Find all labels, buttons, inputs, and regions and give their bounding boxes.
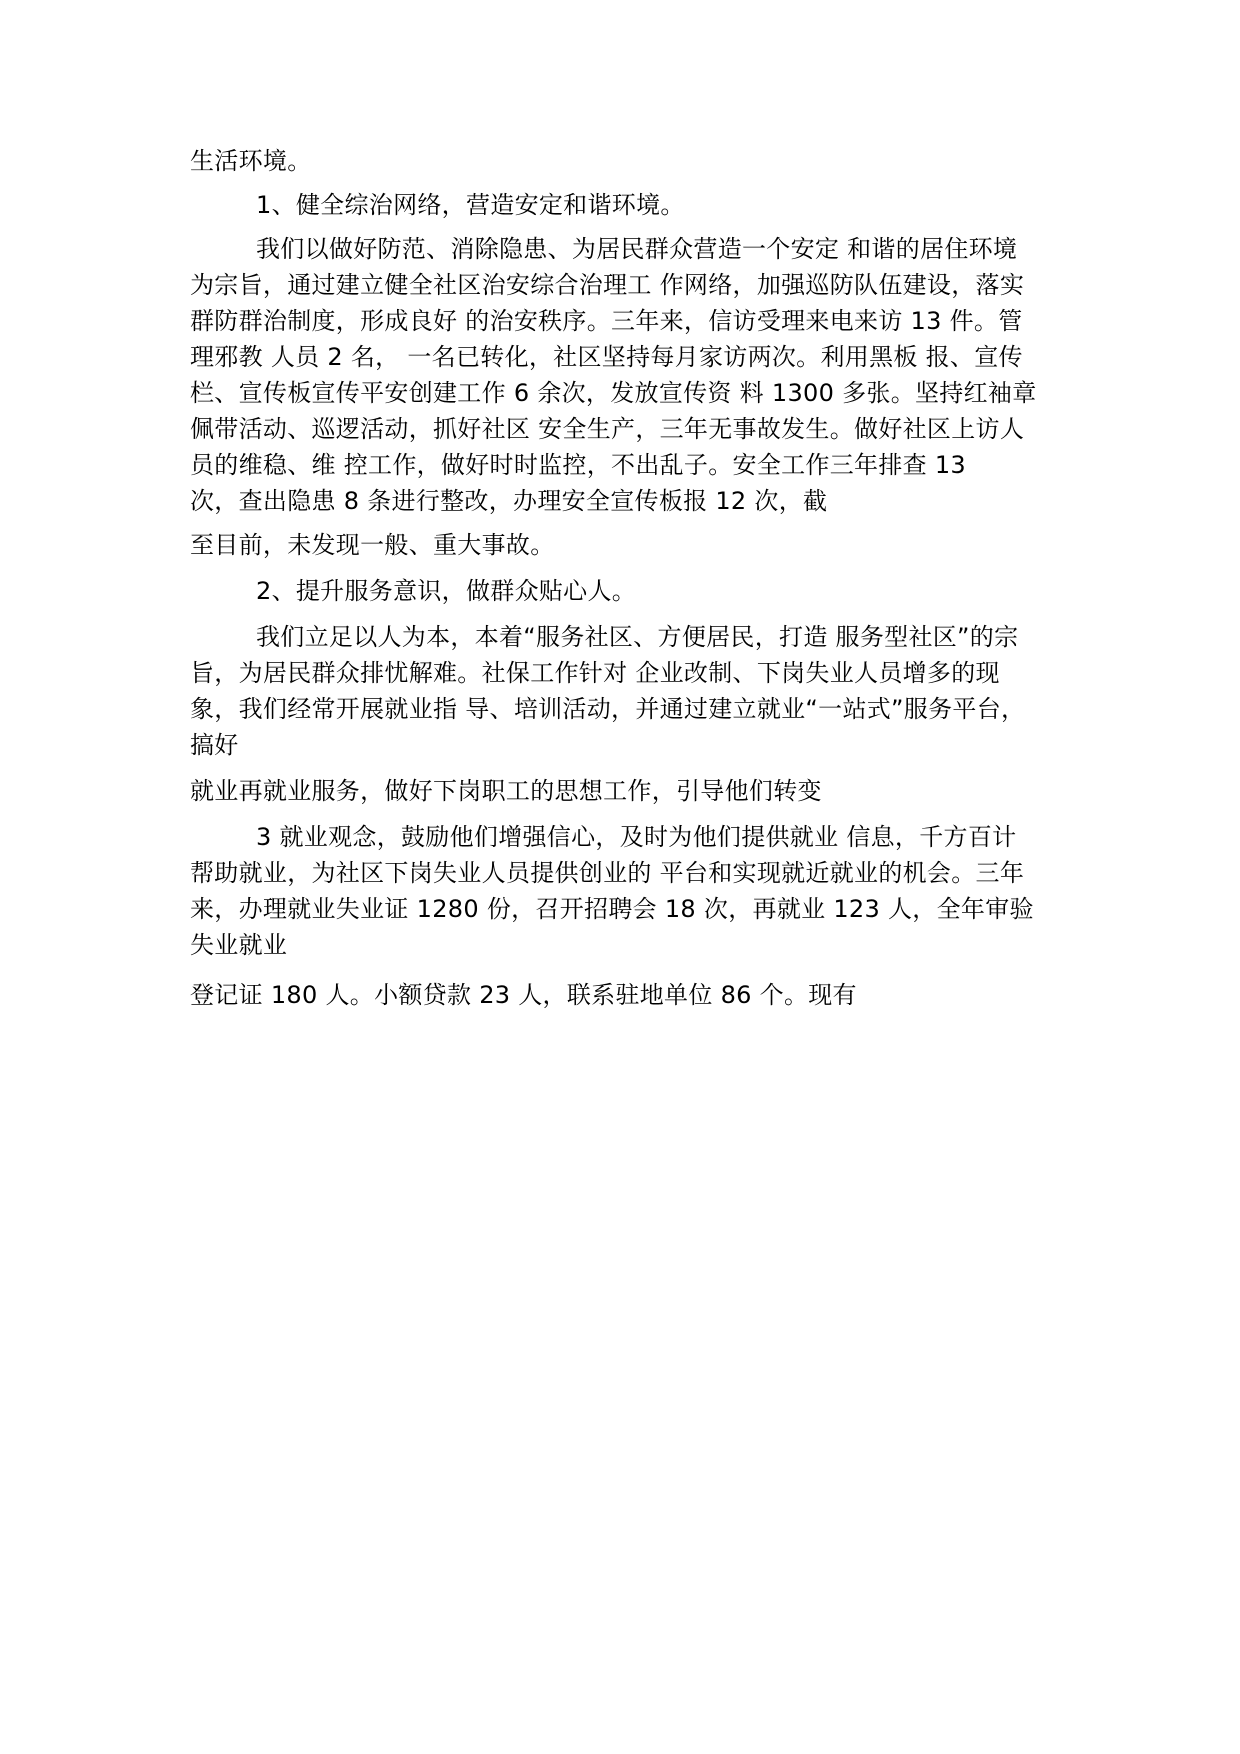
section-heading: 2、提升服务意识，做群众贴心人。 bbox=[256, 577, 637, 605]
text-line: 旨，为居民群众排忧解难。社保工作针对 企业改制、下岗失业人员增多的现 bbox=[190, 659, 1000, 687]
text-line: 帮助就业，为社区下岗失业人员提供创业的 平台和实现就近就业的机会。三年 bbox=[190, 859, 1025, 887]
text-line: 搞好 bbox=[190, 731, 239, 759]
section-heading: 1、健全综治网络，营造安定和谐环境。 bbox=[256, 191, 685, 219]
text-line: 来，办理就业失业证 1280 份，召开招聘会 18 次，再就业 123 人，全年审验 bbox=[190, 895, 1034, 923]
text-line: 群防群治制度，形成良好 的治安秩序。三年来，信访受理来电来访 13 件。管 bbox=[190, 307, 1023, 335]
text-line: 3 就业观念，鼓励他们增强信心，及时为他们提供就业 信息，千方百计 bbox=[256, 823, 1017, 851]
text-line: 我们以做好防范、消除隐患、为居民群众营造一个安定 和谐的居住环境 bbox=[256, 235, 1018, 263]
text-line: 佩带活动、巡逻活动，抓好社区 安全生产，三年无事故发生。做好社区上访人 bbox=[190, 415, 1025, 443]
text-line: 我们立足以人为本，本着“服务社区、方便居民，打造 服务型社区”的宗 bbox=[256, 623, 1019, 651]
text-line: 象，我们经常开展就业指 导、培训活动，并通过建立就业“一站式”服务平台， bbox=[190, 695, 1026, 723]
text-line: 生活环境。 bbox=[190, 147, 312, 175]
text-line: 为宗旨，通过建立健全社区治安综合治理工 作网络，加强巡防队伍建设，落实 bbox=[190, 271, 1025, 299]
text-line: 栏、宣传板宣传平安创建工作 6 余次，发放宣传资 料 1300 多张。坚持红袖章 bbox=[190, 379, 1037, 407]
text-line: 次，查出隐患 8 条进行整改，办理安全宣传板报 12 次，截 bbox=[190, 487, 828, 515]
text-line: 就业再就业服务，做好下岗职工的思想工作，引导他们转变 bbox=[190, 777, 822, 805]
text-line: 理邪教 人员 2 名， 一名已转化，社区坚持每月家访两次。利用黑板 报、宣传 bbox=[190, 343, 1023, 371]
text-line: 员的维稳、维 控工作，做好时时监控，不出乱子。安全工作三年排查 13 bbox=[190, 451, 966, 479]
text-line: 登记证 180 人。小额贷款 23 人，联系驻地单位 86 个。现有 bbox=[190, 981, 857, 1009]
text-line: 失业就业 bbox=[190, 931, 288, 959]
text-line: 至目前，未发现一般、重大事故。 bbox=[190, 531, 555, 559]
